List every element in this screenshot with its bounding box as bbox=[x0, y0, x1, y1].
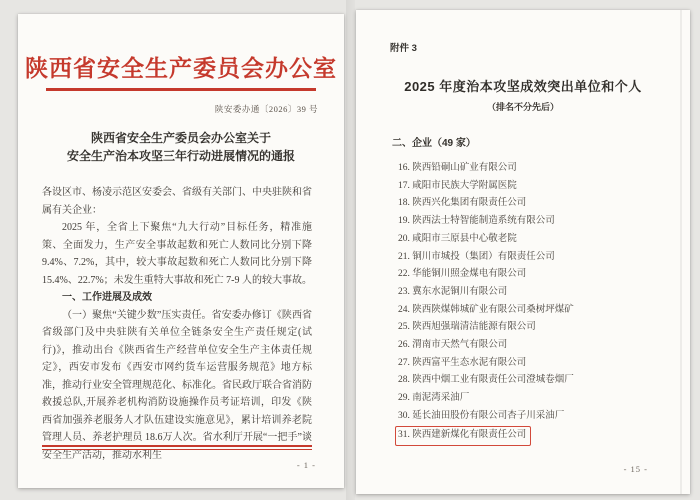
highlight-box: 31. 陕西建新煤化有限责任公司 bbox=[395, 426, 531, 447]
section-heading-1: 一、工作进展及成效 bbox=[62, 292, 152, 303]
list-item: 26. 渭南市天然气有限公司 bbox=[398, 340, 508, 351]
issuing-office-masthead: 陕西省安全生产委员会办公室 bbox=[25, 55, 337, 81]
masthead-rule bbox=[46, 88, 316, 91]
list-item-highlighted bbox=[398, 426, 668, 447]
enterprise-section-heading: 二、企业（49 家） bbox=[392, 138, 476, 149]
list-item: 30. 延长油田股份有限公司杏子川采油厂 bbox=[398, 410, 565, 421]
document-title bbox=[18, 129, 344, 165]
list-item: 25. 陕西旭强瑞清洁能源有限公司 bbox=[398, 322, 536, 333]
list-item: 23. 冀东水泥铜川有限公司 bbox=[398, 286, 508, 297]
document-body bbox=[42, 184, 312, 464]
list-item: 21. 铜川市城投（集团）有限责任公司 bbox=[398, 251, 555, 262]
attachment-subtitle: （排名不分先后） bbox=[486, 102, 559, 112]
attachment-label: 附件 3 bbox=[390, 43, 417, 54]
page-gap-shadow bbox=[346, 0, 355, 500]
document-title-line1: 陕西省安全生产委员会办公室关于 bbox=[90, 130, 271, 145]
list-item: 24. 陕西陕煤韩城矿业有限公司桑树坪煤矿 bbox=[398, 304, 574, 315]
page-number-1: - 1 - bbox=[296, 460, 316, 470]
list-item: 18. 陕西兴化集团有限责任公司 bbox=[398, 198, 527, 209]
list-item: 17. 咸阳市民族大学附属医院 bbox=[398, 180, 517, 191]
notice-page-1 bbox=[18, 14, 344, 488]
document-title-line2: 安全生产治本攻坚三年行动进展情况的通报 bbox=[66, 148, 295, 163]
attachment-title: 2025 年度治本攻坚成效突出单位和个人 bbox=[404, 79, 642, 94]
list-item: 16. 陕西铅硐山矿业有限公司 bbox=[398, 163, 517, 173]
list-item: 28. 陕西中烟工业有限责任公司澄城卷烟厂 bbox=[398, 375, 574, 386]
list-item: 22. 华能铜川照金煤电有限公司 bbox=[398, 269, 527, 280]
list-item: 27. 陕西富平生态水泥有限公司 bbox=[398, 357, 527, 368]
footer-rule bbox=[42, 445, 312, 450]
company-list bbox=[398, 160, 668, 446]
attachment-page-15 bbox=[356, 10, 690, 494]
document-number: 陕安委办通〔2026〕39 号 bbox=[214, 103, 318, 114]
salutation: 各设区市、杨凌示范区安委会、省级有关部门、中央驻陕和省属有关企业： bbox=[42, 187, 312, 216]
list-item: 20. 咸阳市三原县中心敬老院 bbox=[398, 233, 517, 244]
paragraph-overview: 2025 年，全省上下聚焦“九大行动”目标任务，精准施策、全面发力，生产安全事故起数和死亡人数同比分别下降 9.4%、7.2%，其中，较大事故起数和死亡人数同比分别下降 15.4%、22.7%；未发生重特大事故和死亡 7-9 人的较大事故。 bbox=[42, 222, 312, 286]
page-number-15: - 15 - bbox=[623, 464, 648, 474]
list-item: 29. 南泥湾采油厂 bbox=[398, 393, 470, 404]
paragraph-detail: （一）聚焦“关键少数”压实责任。省安委办修订《陕西省省级部门及中央驻陕有关单位全链条安全生产责任规定(试行)》，推动出台《陕西省生产经营单位安全生产主体责任规定》，西安市发布《西安市网约货车运营服务规范》地方标准，推动行业安全管理规范化、标准化。省民政厅联合省消防救援总队,开展养老机构消防设施操作员考证培训，印发《陕西省加强养老服务人才队伍建设实施意见》，累计培训养老院管理人员、养老护理员 18.6万人次。省水利厅开展“一把手”谈安全生产活动，推动水利生 bbox=[42, 309, 312, 461]
list-item: 19. 陕西法士特智能制造系统有限公司 bbox=[398, 216, 555, 227]
